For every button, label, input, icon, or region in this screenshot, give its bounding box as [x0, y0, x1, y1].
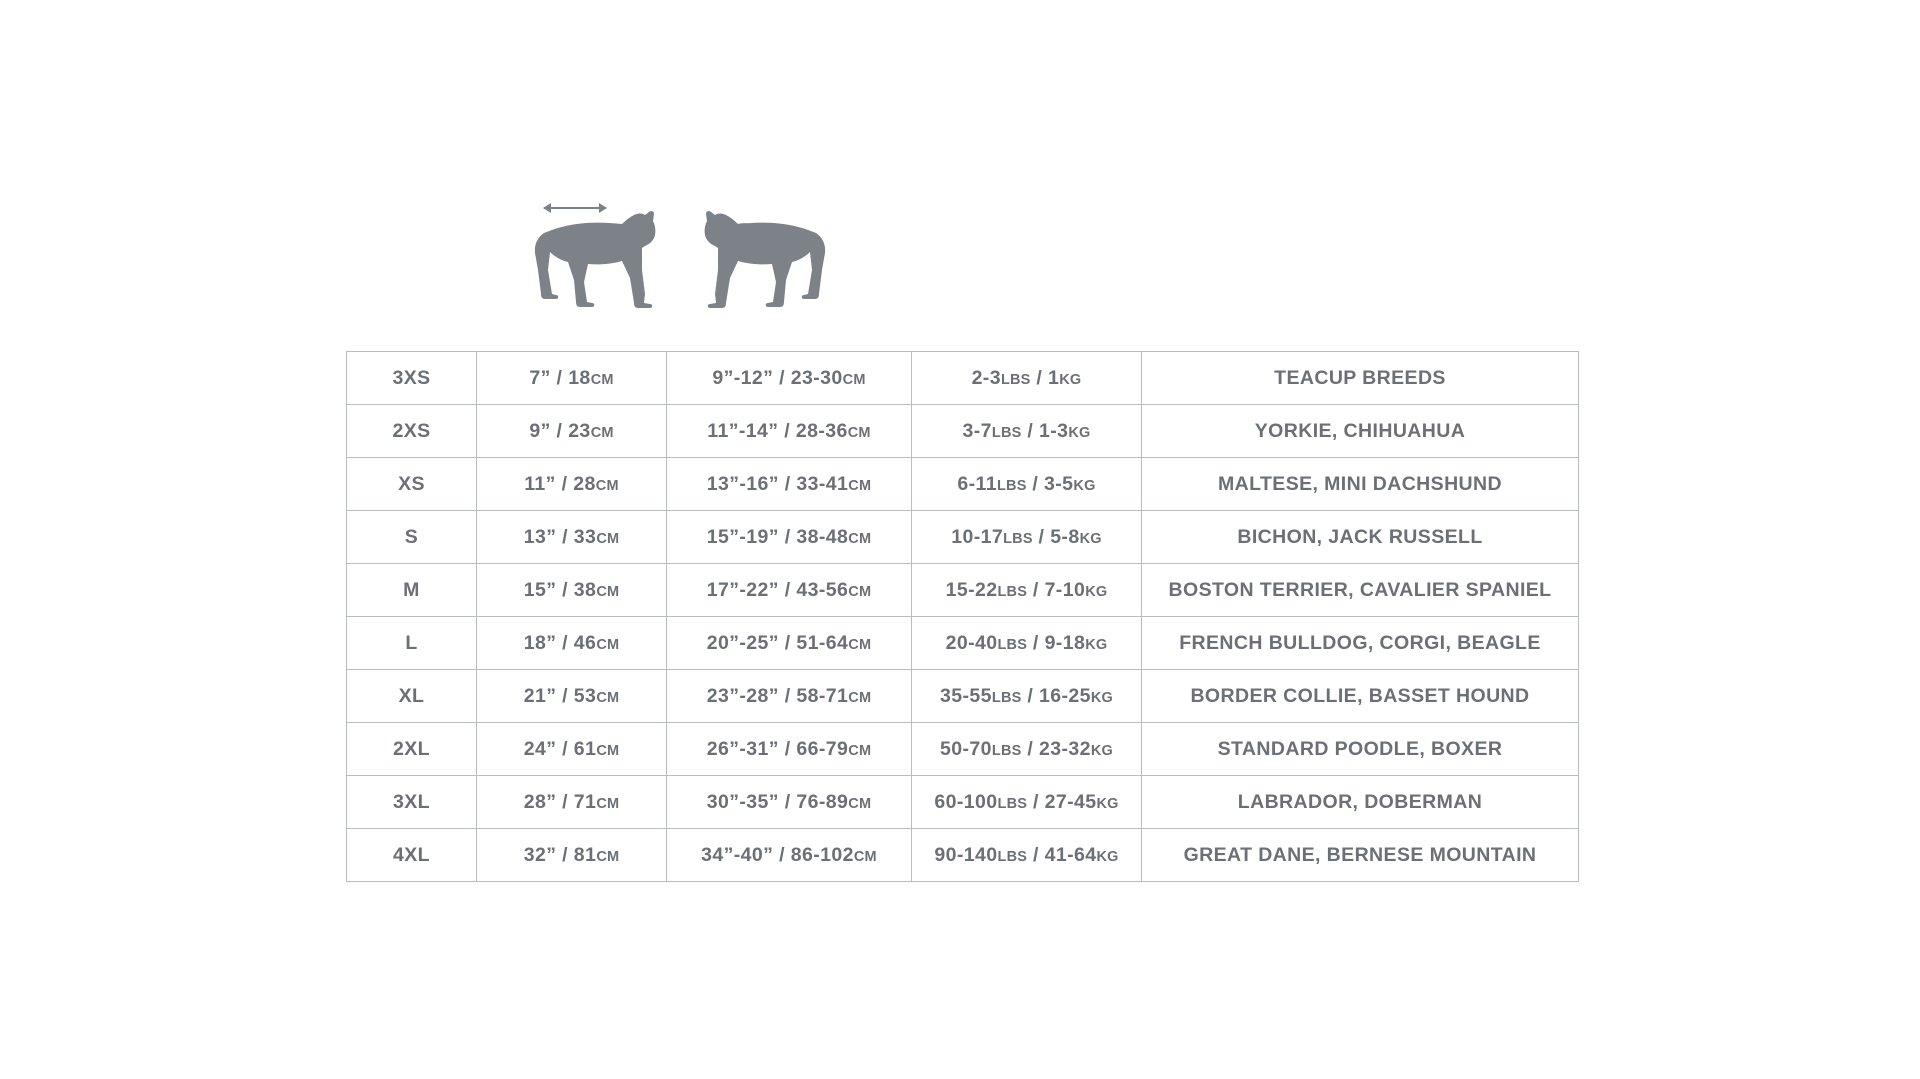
chest-unit: CM	[847, 424, 871, 441]
weight-value: 35-55	[940, 684, 992, 707]
weight-value: 6-11	[957, 472, 997, 495]
chest-unit: CM	[848, 689, 872, 706]
weight-value: 90-140	[934, 843, 998, 866]
neck-measurement	[477, 511, 667, 564]
size-label: 3XL	[347, 776, 477, 829]
breeds-list: STANDARD POODLE, BOXER	[1142, 723, 1579, 776]
chest-unit: CM	[848, 477, 872, 494]
breeds-list: MALTESE, MINI DACHSHUND	[1142, 458, 1579, 511]
weight-unit-kg: KG	[1059, 371, 1082, 388]
neck-measurement	[477, 670, 667, 723]
chest-measurement	[667, 352, 912, 405]
weight-unit-kg: KG	[1090, 689, 1113, 706]
neck-length-arrow	[543, 203, 607, 213]
chest-measurement	[667, 829, 912, 882]
neck-unit: CM	[596, 530, 620, 547]
neck-unit: CM	[596, 795, 620, 812]
table-row	[347, 829, 1579, 882]
chest-unit: CM	[848, 583, 872, 600]
weight-measurement	[912, 511, 1142, 564]
weight-measurement	[912, 617, 1142, 670]
weight-mid: / 23-32	[1021, 737, 1091, 760]
neck-value: 9” / 23	[529, 419, 591, 442]
weight-unit-lbs: LBS	[997, 583, 1028, 600]
neck-measurement	[477, 617, 667, 670]
weight-value: 50-70	[940, 737, 992, 760]
neck-value: 18” / 46	[523, 631, 597, 654]
dog-side-view	[535, 211, 656, 308]
chest-value: 15”-19” / 38-48	[706, 525, 849, 548]
size-label: XL	[347, 670, 477, 723]
table-row	[347, 352, 1579, 405]
weight-value: 3-7	[962, 419, 992, 442]
neck-value: 7” / 18	[529, 366, 591, 389]
weight-unit-lbs: LBS	[997, 636, 1028, 653]
breeds-list: GREAT DANE, BERNESE MOUNTAIN	[1142, 829, 1579, 882]
weight-unit-kg: KG	[1096, 795, 1119, 812]
chest-measurement	[667, 458, 912, 511]
breeds-list: BOSTON TERRIER, CAVALIER SPANIEL	[1142, 564, 1579, 617]
chest-measurement	[667, 723, 912, 776]
neck-unit: CM	[595, 477, 619, 494]
weight-unit-lbs: LBS	[997, 848, 1028, 865]
weight-measurement	[912, 829, 1142, 882]
weight-unit-kg: KG	[1096, 848, 1119, 865]
weight-mid: / 41-64	[1027, 843, 1097, 866]
neck-value: 13” / 33	[523, 525, 597, 548]
breeds-list: YORKIE, CHIHUAHUA	[1142, 405, 1579, 458]
neck-measurement	[477, 829, 667, 882]
size-label: 4XL	[347, 829, 477, 882]
weight-mid: / 16-25	[1021, 684, 1091, 707]
weight-unit-lbs: LBS	[991, 424, 1022, 441]
weight-measurement	[912, 776, 1142, 829]
chest-measurement	[667, 405, 912, 458]
neck-measurement	[477, 405, 667, 458]
dog-front-view	[705, 211, 826, 308]
neck-value: 28” / 71	[523, 790, 597, 813]
breeds-list: FRENCH BULLDOG, CORGI, BEAGLE	[1142, 617, 1579, 670]
weight-unit-kg: KG	[1085, 636, 1108, 653]
neck-measurement	[477, 352, 667, 405]
weight-unit-kg: KG	[1085, 583, 1108, 600]
weight-unit-kg: KG	[1068, 424, 1091, 441]
weight-unit-kg: KG	[1090, 742, 1113, 759]
chest-value: 30”-35” / 76-89	[706, 790, 849, 813]
chest-value: 23”-28” / 58-71	[706, 684, 849, 707]
weight-unit-lbs: LBS	[997, 795, 1028, 812]
weight-measurement	[912, 564, 1142, 617]
weight-unit-kg: KG	[1079, 530, 1102, 547]
size-label: S	[347, 511, 477, 564]
chest-unit: CM	[848, 530, 872, 547]
neck-measurement	[477, 458, 667, 511]
neck-unit: CM	[596, 742, 620, 759]
weight-unit-lbs: LBS	[991, 689, 1022, 706]
size-label: M	[347, 564, 477, 617]
chest-measurement	[667, 564, 912, 617]
weight-mid: / 1	[1030, 366, 1060, 389]
table-row	[347, 723, 1579, 776]
chest-unit: CM	[848, 795, 872, 812]
dog-measurement-diagram	[530, 190, 830, 320]
neck-measurement	[477, 723, 667, 776]
weight-mid: / 7-10	[1027, 578, 1086, 601]
neck-value: 15” / 38	[523, 578, 597, 601]
neck-measurement	[477, 564, 667, 617]
neck-unit: CM	[590, 371, 614, 388]
size-table-body	[347, 352, 1579, 882]
chest-value: 17”-22” / 43-56	[706, 578, 849, 601]
chest-value: 13”-16” / 33-41	[706, 472, 849, 495]
weight-measurement	[912, 458, 1142, 511]
chest-measurement	[667, 776, 912, 829]
neck-value: 24” / 61	[523, 737, 597, 760]
table-row	[347, 405, 1579, 458]
neck-value: 21” / 53	[523, 684, 597, 707]
weight-unit-lbs: LBS	[1003, 530, 1033, 547]
weight-measurement	[912, 723, 1142, 776]
size-label: 3XS	[347, 352, 477, 405]
table-row	[347, 617, 1579, 670]
neck-measurement	[477, 776, 667, 829]
neck-value: 11” / 28	[524, 472, 596, 495]
neck-unit: CM	[590, 424, 614, 441]
dog-size-chart	[346, 351, 1579, 882]
chest-measurement	[667, 617, 912, 670]
breeds-list: LABRADOR, DOBERMAN	[1142, 776, 1579, 829]
weight-value: 15-22	[945, 578, 998, 601]
weight-measurement	[912, 405, 1142, 458]
weight-mid: / 1-3	[1021, 419, 1069, 442]
table-row	[347, 776, 1579, 829]
weight-unit-lbs: LBS	[1000, 371, 1031, 388]
breeds-list: BICHON, JACK RUSSELL	[1142, 511, 1579, 564]
chest-value: 11”-14” / 28-36	[707, 419, 848, 442]
chest-measurement	[667, 511, 912, 564]
size-label: L	[347, 617, 477, 670]
chest-value: 26”-31” / 66-79	[706, 737, 849, 760]
weight-mid: / 5-8	[1032, 525, 1080, 548]
weight-unit-lbs: LBS	[996, 477, 1027, 494]
weight-mid: / 27-45	[1027, 790, 1097, 813]
weight-value: 10-17	[951, 525, 1004, 548]
size-label: XS	[347, 458, 477, 511]
neck-value: 32” / 81	[523, 843, 597, 866]
neck-unit: CM	[596, 583, 620, 600]
weight-value: 20-40	[945, 631, 998, 654]
breeds-list: TEACUP BREEDS	[1142, 352, 1579, 405]
neck-unit: CM	[596, 689, 620, 706]
chest-unit: CM	[848, 742, 872, 759]
chest-measurement	[667, 670, 912, 723]
chest-unit: CM	[853, 848, 877, 865]
neck-unit: CM	[596, 848, 620, 865]
chest-unit: CM	[842, 371, 866, 388]
size-label: 2XL	[347, 723, 477, 776]
neck-unit: CM	[596, 636, 620, 653]
weight-measurement	[912, 352, 1142, 405]
weight-unit-kg: KG	[1073, 477, 1096, 494]
weight-value: 60-100	[934, 790, 998, 813]
chest-unit: CM	[848, 636, 872, 653]
table-row	[347, 564, 1579, 617]
weight-mid: / 3-5	[1026, 472, 1074, 495]
weight-mid: / 9-18	[1027, 631, 1086, 654]
size-table-container	[346, 351, 1578, 882]
table-row	[347, 670, 1579, 723]
table-row	[347, 511, 1579, 564]
size-label: 2XS	[347, 405, 477, 458]
weight-measurement	[912, 670, 1142, 723]
chest-value: 34”-40” / 86-102	[701, 843, 854, 866]
chest-value: 20”-25” / 51-64	[706, 631, 849, 654]
chest-value: 9”-12” / 23-30	[712, 366, 843, 389]
table-row	[347, 458, 1579, 511]
weight-value: 2-3	[971, 366, 1001, 389]
breeds-list: BORDER COLLIE, BASSET HOUND	[1142, 670, 1579, 723]
weight-unit-lbs: LBS	[991, 742, 1022, 759]
